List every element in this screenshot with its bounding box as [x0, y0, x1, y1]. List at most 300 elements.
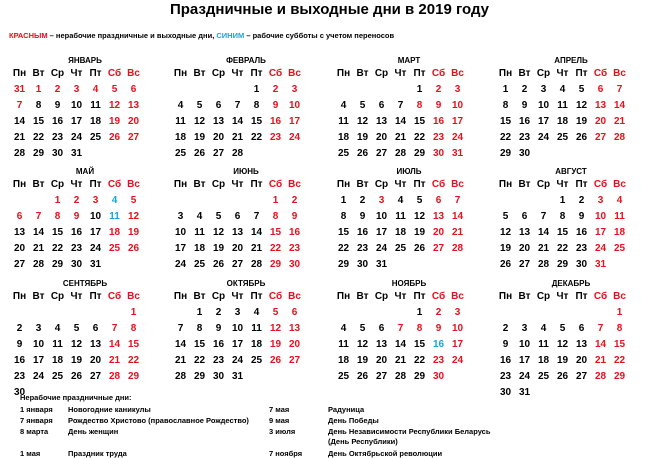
- weekday-header: Ср: [211, 179, 226, 190]
- holiday-name: Новогодние каникулы: [68, 405, 151, 414]
- day-cell: 10: [174, 227, 187, 238]
- day-cell: 3: [540, 84, 547, 95]
- day-cell: 19: [269, 339, 282, 350]
- empty-cell: [29, 305, 48, 321]
- day-cell: 27: [231, 259, 244, 270]
- day-cell: 16: [518, 116, 531, 127]
- weekday-header: Вт: [32, 68, 45, 79]
- weekday-header: Вт: [193, 68, 206, 79]
- day-cell: 9: [291, 211, 298, 222]
- day-cell: 13: [89, 339, 102, 350]
- day-cell: 24: [451, 355, 464, 366]
- day-cell: 15: [193, 339, 206, 350]
- day-cell: 28: [250, 259, 263, 270]
- weekday-header: Чт: [556, 179, 569, 190]
- day-cell: 24: [89, 243, 102, 254]
- day-cell: 6: [215, 100, 222, 111]
- day-cell: 22: [250, 132, 263, 143]
- empty-cell: [353, 82, 372, 98]
- weekday-header: Вс: [451, 179, 464, 190]
- day-cell: 5: [215, 211, 222, 222]
- weekday-header: Сб: [593, 179, 608, 190]
- weekday-header: Пн: [12, 179, 27, 190]
- day-cell: 7: [234, 100, 241, 111]
- day-cell: 3: [454, 307, 461, 318]
- day-cell: 5: [130, 195, 137, 206]
- empty-cell: [448, 257, 467, 273]
- holiday-name: День Октябрьской революции: [328, 449, 443, 458]
- day-cell: 19: [413, 227, 426, 238]
- day-cell: 4: [177, 100, 184, 111]
- day-cell: 26: [212, 259, 225, 270]
- empty-cell: [572, 305, 591, 321]
- day-cell: 15: [613, 339, 626, 350]
- empty-cell: [334, 305, 353, 321]
- weekday-header: Вт: [32, 179, 45, 190]
- empty-cell: [171, 193, 190, 209]
- day-cell: 21: [108, 355, 121, 366]
- weekday-header: Пт: [89, 291, 102, 302]
- day-cell: 29: [51, 259, 64, 270]
- weekday-header: Ср: [374, 68, 389, 79]
- day-cell: 16: [269, 116, 282, 127]
- day-cell: 12: [193, 116, 206, 127]
- month-days-grid: [10, 289, 142, 401]
- day-cell: 24: [70, 132, 83, 143]
- month-8: [496, 166, 628, 273]
- day-cell: 4: [253, 307, 260, 318]
- empty-cell: [553, 146, 572, 162]
- day-cell: 13: [288, 323, 301, 334]
- day-cell: 12: [108, 100, 121, 111]
- day-cell: 16: [575, 227, 588, 238]
- weekday-header: Ср: [374, 179, 389, 190]
- day-cell: 31: [518, 387, 531, 398]
- day-cell: 13: [212, 116, 225, 127]
- day-cell: 8: [130, 323, 137, 334]
- weekday-header: Вт: [32, 291, 45, 302]
- day-cell: 1: [416, 307, 423, 318]
- day-cell: 16: [13, 355, 26, 366]
- weekday-header: Ср: [536, 179, 551, 190]
- weekday-header: Ср: [50, 291, 65, 302]
- day-cell: 13: [575, 339, 588, 350]
- day-cell: 12: [413, 211, 426, 222]
- weekday-header: Пт: [250, 68, 263, 79]
- weekday-header: Пн: [498, 68, 513, 79]
- day-cell: 19: [575, 116, 588, 127]
- day-cell: 9: [435, 323, 442, 334]
- day-cell: 27: [288, 355, 301, 366]
- day-cell: 9: [272, 100, 279, 111]
- day-cell: 21: [451, 227, 464, 238]
- month-days-grid: [171, 66, 303, 162]
- day-cell: 28: [451, 243, 464, 254]
- day-cell: 15: [51, 227, 64, 238]
- empty-cell: [285, 146, 304, 162]
- day-cell: 18: [537, 355, 550, 366]
- day-cell: 10: [451, 100, 464, 111]
- day-cell: 28: [537, 259, 550, 270]
- day-cell: 26: [499, 259, 512, 270]
- day-cell: 21: [231, 132, 244, 143]
- empty-cell: [67, 305, 86, 321]
- day-cell: 30: [518, 148, 531, 159]
- day-cell: 6: [435, 195, 442, 206]
- legend-red-text: – нерабочие праздничные и выходные дни,: [47, 31, 217, 40]
- weekday-header: Чт: [394, 291, 407, 302]
- weekday-header: Сб: [107, 68, 122, 79]
- day-cell: 25: [394, 243, 407, 254]
- day-cell: 2: [435, 307, 442, 318]
- day-cell: 2: [54, 84, 61, 95]
- day-cell: 6: [378, 100, 385, 111]
- day-cell: 16: [212, 339, 225, 350]
- day-cell: 13: [127, 100, 140, 111]
- day-cell: 23: [70, 243, 83, 254]
- day-cell: 28: [594, 371, 607, 382]
- day-cell: 5: [73, 323, 80, 334]
- weekday-header: Чт: [70, 179, 83, 190]
- holidays-heading: Нерабочие праздничные дни:: [20, 393, 132, 402]
- empty-cell: [334, 82, 353, 98]
- day-cell: 17: [288, 116, 301, 127]
- weekday-header: Пн: [336, 291, 351, 302]
- day-cell: 8: [54, 211, 61, 222]
- day-cell: 21: [32, 243, 45, 254]
- day-cell: 18: [337, 355, 350, 366]
- day-cell: 9: [215, 323, 222, 334]
- day-cell: 7: [35, 211, 42, 222]
- day-cell: 7: [597, 323, 604, 334]
- day-cell: 18: [556, 116, 569, 127]
- day-cell: 29: [413, 148, 426, 159]
- day-cell: 31: [13, 84, 26, 95]
- day-cell: 26: [269, 355, 282, 366]
- empty-cell: [496, 305, 515, 321]
- day-cell: 11: [52, 339, 63, 350]
- day-cell: 13: [594, 100, 607, 111]
- weekday-header: Вс: [127, 291, 140, 302]
- day-cell: 24: [288, 132, 301, 143]
- day-cell: 30: [499, 387, 512, 398]
- empty-cell: [372, 82, 391, 98]
- day-cell: 10: [375, 211, 388, 222]
- day-cell: 18: [51, 355, 64, 366]
- day-cell: 25: [337, 371, 350, 382]
- weekday-header: Вт: [518, 291, 531, 302]
- day-cell: 7: [253, 211, 260, 222]
- day-cell: 15: [127, 339, 140, 350]
- day-cell: 10: [518, 339, 531, 350]
- day-cell: 5: [359, 100, 366, 111]
- day-cell: 1: [253, 84, 260, 95]
- day-cell: 27: [13, 259, 26, 270]
- day-cell: 26: [356, 148, 369, 159]
- day-cell: 14: [32, 227, 45, 238]
- empty-cell: [391, 82, 410, 98]
- day-cell: 28: [394, 148, 407, 159]
- day-cell: 8: [416, 323, 423, 334]
- month-1: [10, 55, 142, 162]
- day-cell: 11: [338, 339, 349, 350]
- day-cell: 25: [193, 259, 206, 270]
- day-cell: 18: [394, 227, 407, 238]
- day-cell: 11: [338, 116, 349, 127]
- day-cell: 22: [32, 132, 45, 143]
- weekday-header: Вс: [288, 291, 301, 302]
- day-cell: 20: [594, 116, 607, 127]
- day-cell: 21: [394, 355, 407, 366]
- day-cell: 19: [499, 243, 512, 254]
- day-cell: 8: [272, 211, 279, 222]
- empty-cell: [10, 305, 29, 321]
- weekday-header: Пн: [12, 291, 27, 302]
- day-cell: 6: [16, 211, 23, 222]
- day-cell: 23: [212, 355, 225, 366]
- day-cell: 13: [432, 211, 445, 222]
- weekday-header: Пт: [89, 68, 102, 79]
- day-cell: 20: [518, 243, 531, 254]
- weekday-header: Сб: [431, 179, 446, 190]
- day-cell: 20: [89, 355, 102, 366]
- day-cell: 11: [194, 227, 205, 238]
- weekday-header: Вс: [613, 291, 626, 302]
- month-7: [334, 166, 466, 273]
- empty-cell: [228, 193, 247, 209]
- day-cell: 6: [234, 211, 241, 222]
- day-cell: 28: [32, 259, 45, 270]
- day-cell: 17: [451, 339, 464, 350]
- day-cell: 17: [594, 227, 607, 238]
- day-cell: 24: [32, 371, 45, 382]
- day-cell: 8: [35, 100, 42, 111]
- day-cell: 14: [231, 116, 244, 127]
- day-cell: 14: [250, 227, 263, 238]
- empty-cell: [353, 305, 372, 321]
- day-cell: 18: [174, 132, 187, 143]
- day-cell: 27: [127, 132, 140, 143]
- day-cell: 2: [215, 307, 222, 318]
- day-cell: 24: [518, 371, 531, 382]
- day-cell: 29: [499, 148, 512, 159]
- holiday-name: День Победы: [328, 416, 379, 425]
- day-cell: 6: [521, 211, 528, 222]
- empty-cell: [171, 305, 190, 321]
- day-cell: 28: [174, 371, 187, 382]
- day-cell: 30: [432, 148, 445, 159]
- day-cell: 20: [432, 227, 445, 238]
- day-cell: 31: [70, 148, 83, 159]
- weekday-header: Чт: [70, 68, 83, 79]
- holiday-name: Рождество Христово (православное Рождество): [68, 416, 249, 425]
- day-cell: 16: [51, 116, 64, 127]
- day-cell: 2: [435, 84, 442, 95]
- empty-cell: [553, 305, 572, 321]
- day-cell: 19: [108, 116, 121, 127]
- day-cell: 11: [251, 323, 262, 334]
- weekday-header: Ср: [536, 68, 551, 79]
- month-days-grid: [496, 289, 628, 401]
- holiday-name: (День Республики): [328, 437, 398, 446]
- day-cell: 15: [413, 116, 426, 127]
- day-cell: 14: [394, 116, 407, 127]
- empty-cell: [10, 193, 29, 209]
- day-cell: 14: [13, 116, 26, 127]
- day-cell: 26: [575, 132, 588, 143]
- day-cell: 12: [212, 227, 225, 238]
- day-cell: 3: [454, 84, 461, 95]
- day-cell: 9: [502, 339, 509, 350]
- empty-cell: [247, 193, 266, 209]
- day-cell: 19: [127, 227, 140, 238]
- day-cell: 27: [518, 259, 531, 270]
- weekday-header: Сб: [431, 291, 446, 302]
- day-cell: 23: [499, 371, 512, 382]
- weekday-header: Сб: [593, 291, 608, 302]
- weekday-header: Вт: [356, 179, 369, 190]
- day-cell: 2: [16, 323, 23, 334]
- day-cell: 8: [559, 211, 566, 222]
- weekday-header: Чт: [231, 179, 244, 190]
- day-cell: 24: [451, 132, 464, 143]
- day-cell: 13: [518, 227, 531, 238]
- day-cell: 25: [250, 355, 263, 366]
- empty-cell: [190, 82, 209, 98]
- day-cell: 18: [250, 339, 263, 350]
- weekday-header: Ср: [211, 291, 226, 302]
- day-cell: 12: [499, 227, 512, 238]
- day-cell: 27: [375, 371, 388, 382]
- day-cell: 1: [502, 84, 509, 95]
- day-cell: 17: [537, 116, 550, 127]
- day-cell: 29: [613, 371, 626, 382]
- weekday-header: Сб: [593, 68, 608, 79]
- holiday-date: 7 ноября: [269, 449, 303, 458]
- empty-cell: [266, 146, 285, 162]
- day-cell: 15: [556, 227, 569, 238]
- weekday-header: Пт: [413, 68, 426, 79]
- day-cell: 29: [337, 259, 350, 270]
- weekday-header: Чт: [394, 68, 407, 79]
- day-cell: 18: [193, 243, 206, 254]
- empty-cell: [285, 369, 304, 385]
- day-cell: 24: [174, 259, 187, 270]
- day-cell: 30: [51, 148, 64, 159]
- day-cell: 1: [130, 307, 137, 318]
- day-cell: 21: [250, 243, 263, 254]
- empty-cell: [534, 146, 553, 162]
- weekday-header: Вс: [613, 68, 626, 79]
- day-cell: 19: [556, 355, 569, 366]
- day-cell: 27: [375, 148, 388, 159]
- month-5: [10, 166, 142, 273]
- day-cell: 1: [559, 195, 566, 206]
- day-cell: 3: [234, 307, 241, 318]
- empty-cell: [391, 257, 410, 273]
- day-cell: 8: [416, 100, 423, 111]
- empty-cell: [534, 193, 553, 209]
- day-cell: 21: [594, 355, 607, 366]
- day-cell: 26: [193, 148, 206, 159]
- empty-cell: [591, 146, 610, 162]
- day-cell: 18: [108, 227, 121, 238]
- day-cell: 23: [432, 355, 445, 366]
- month-days-grid: [171, 289, 303, 385]
- day-cell: 15: [250, 116, 263, 127]
- day-cell: 21: [613, 116, 626, 127]
- weekday-header: Вс: [451, 68, 464, 79]
- day-cell: 20: [288, 339, 301, 350]
- day-cell: 10: [451, 323, 464, 334]
- day-cell: 17: [451, 116, 464, 127]
- weekday-header: Пт: [575, 179, 588, 190]
- month-4: [496, 55, 628, 162]
- day-cell: 9: [73, 211, 80, 222]
- day-cell: 22: [413, 355, 426, 366]
- day-cell: 11: [557, 100, 568, 111]
- day-cell: 28: [231, 148, 244, 159]
- empty-cell: [610, 146, 629, 162]
- day-cell: 10: [537, 100, 550, 111]
- empty-cell: [86, 305, 105, 321]
- weekday-header: Вс: [288, 68, 301, 79]
- day-cell: 16: [432, 339, 445, 350]
- weekday-header: Пн: [336, 179, 351, 190]
- day-cell: 10: [594, 211, 607, 222]
- weekday-header: Ср: [536, 291, 551, 302]
- empty-cell: [515, 193, 534, 209]
- day-cell: 21: [394, 132, 407, 143]
- day-cell: 5: [578, 84, 585, 95]
- month-9: [10, 278, 142, 401]
- month-days-grid: [496, 66, 628, 162]
- day-cell: 5: [359, 323, 366, 334]
- day-cell: 9: [435, 100, 442, 111]
- holiday-name: Праздник труда: [68, 449, 127, 458]
- day-cell: 19: [70, 355, 83, 366]
- weekday-header: Вт: [193, 291, 206, 302]
- day-cell: 23: [575, 243, 588, 254]
- day-cell: 30: [70, 259, 83, 270]
- day-cell: 23: [51, 132, 64, 143]
- day-cell: 25: [51, 371, 64, 382]
- day-cell: 13: [13, 227, 26, 238]
- day-cell: 27: [432, 243, 445, 254]
- month-name: СЕНТЯБРЬ: [62, 279, 108, 288]
- day-cell: 26: [356, 371, 369, 382]
- month-name: ИЮЛЬ: [396, 167, 422, 176]
- day-cell: 3: [177, 211, 184, 222]
- weekday-header: Ср: [50, 68, 65, 79]
- day-cell: 23: [356, 243, 369, 254]
- day-cell: 19: [212, 243, 225, 254]
- day-cell: 17: [70, 116, 83, 127]
- empty-cell: [266, 369, 285, 385]
- holiday-date: 1 января: [20, 405, 53, 414]
- empty-cell: [429, 257, 448, 273]
- month-3: [334, 55, 466, 162]
- weekday-header: Пн: [12, 68, 27, 79]
- day-cell: 22: [127, 355, 140, 366]
- weekday-header: Сб: [268, 68, 283, 79]
- holiday-name: День женщин: [68, 427, 119, 436]
- weekday-header: Вт: [518, 68, 531, 79]
- day-cell: 18: [337, 132, 350, 143]
- day-cell: 12: [575, 100, 588, 111]
- day-cell: 12: [70, 339, 83, 350]
- holiday-date: 1 мая: [20, 449, 41, 458]
